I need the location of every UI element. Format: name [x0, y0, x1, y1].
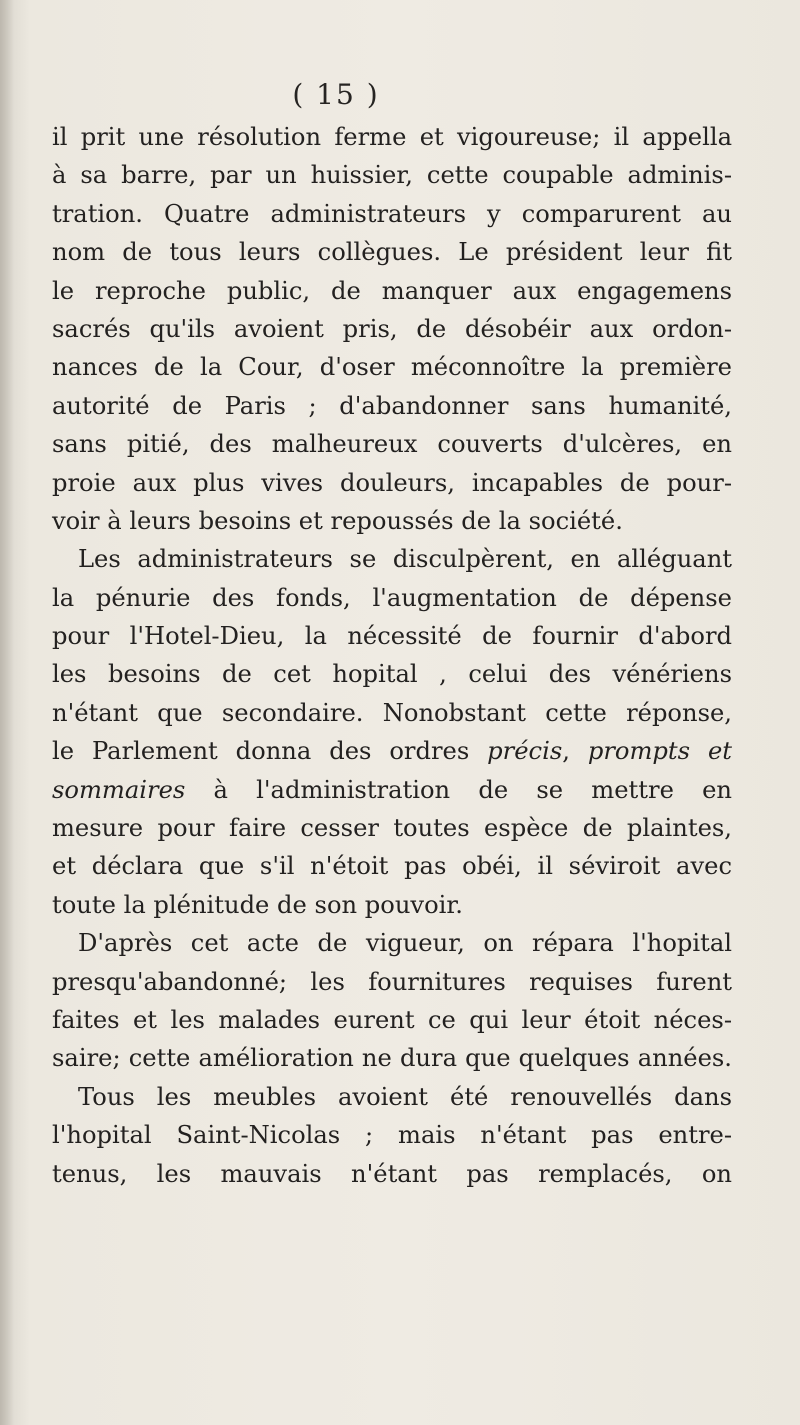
text-line: mesure pour faire cesser toutes espèce de plaintes,: [52, 814, 732, 843]
text-line: pour l'Hotel-Dieu, la nécessité de fournir d'abord: [52, 622, 732, 651]
text-line: l'hopital Saint-Nicolas ; mais n'étant pas entre-: [52, 1121, 732, 1150]
text-line: tration. Quatre administrateurs y comparurent au: [52, 199, 732, 228]
text-line: faites et les malades eurent ce qui leur étoit néces-: [52, 1005, 732, 1034]
text-line: le reproche public, de manquer aux engagemens: [52, 276, 732, 305]
text-line: la pénurie des fonds, l'augmentation de dépense: [52, 583, 732, 612]
text-line: nom de tous leurs collègues. Le président leur fit: [52, 238, 732, 267]
text-line: D'après cet acte de vigueur, on répara l'hopital: [78, 929, 732, 958]
text-line: le Parlement donna des ordres précis, prompts et: [52, 737, 732, 766]
text-line: il prit une résolution ferme et vigoureuse; il appella: [52, 123, 732, 151]
text-line: sans pitié, des malheureux couverts d'ulcères, en: [52, 430, 732, 459]
text-line: les besoins de cet hopital , celui des vénériens: [52, 660, 732, 689]
text-line: sommaires à l'administration de se mettre en: [52, 775, 732, 804]
page-body-text: [52, 118, 732, 1193]
text-line: saire; cette amélioration ne dura que quelques années.: [52, 1044, 732, 1073]
text-line: sacrés qu'ils avoient pris, de désobéir aux ordon-: [52, 314, 732, 343]
binding-gutter-shadow: [0, 0, 14, 1425]
text-line: nances de la Cour, d'oser méconnoître la première: [52, 353, 732, 382]
page-number: ( 15 ): [292, 78, 380, 111]
text-line: n'étant que secondaire. Nonobstant cette réponse,: [52, 698, 732, 727]
text-line: Tous les meubles avoient été renouvellés dans: [78, 1082, 732, 1111]
text-line: voir à leurs besoins et repoussés de la société.: [52, 506, 623, 535]
text-line: Les administrateurs se disculpèrent, en alléguant: [78, 545, 732, 574]
text-line: à sa barre, par un huissier, cette coupable adminis-: [52, 161, 732, 190]
text-line: presqu'abandonné; les fournitures requises furent: [52, 967, 732, 996]
text-line: autorité de Paris ; d'abandonner sans humanité,: [52, 391, 732, 420]
text-line: proie aux plus vives douleurs, incapables de pour-: [52, 468, 732, 497]
text-line: tenus, les mauvais n'étant pas remplacés, on: [52, 1159, 732, 1188]
text-line: toute la plénitude de son pouvoir.: [52, 890, 463, 919]
text-line: et déclara que s'il n'étoit pas obéi, il séviroit avec: [52, 852, 732, 881]
